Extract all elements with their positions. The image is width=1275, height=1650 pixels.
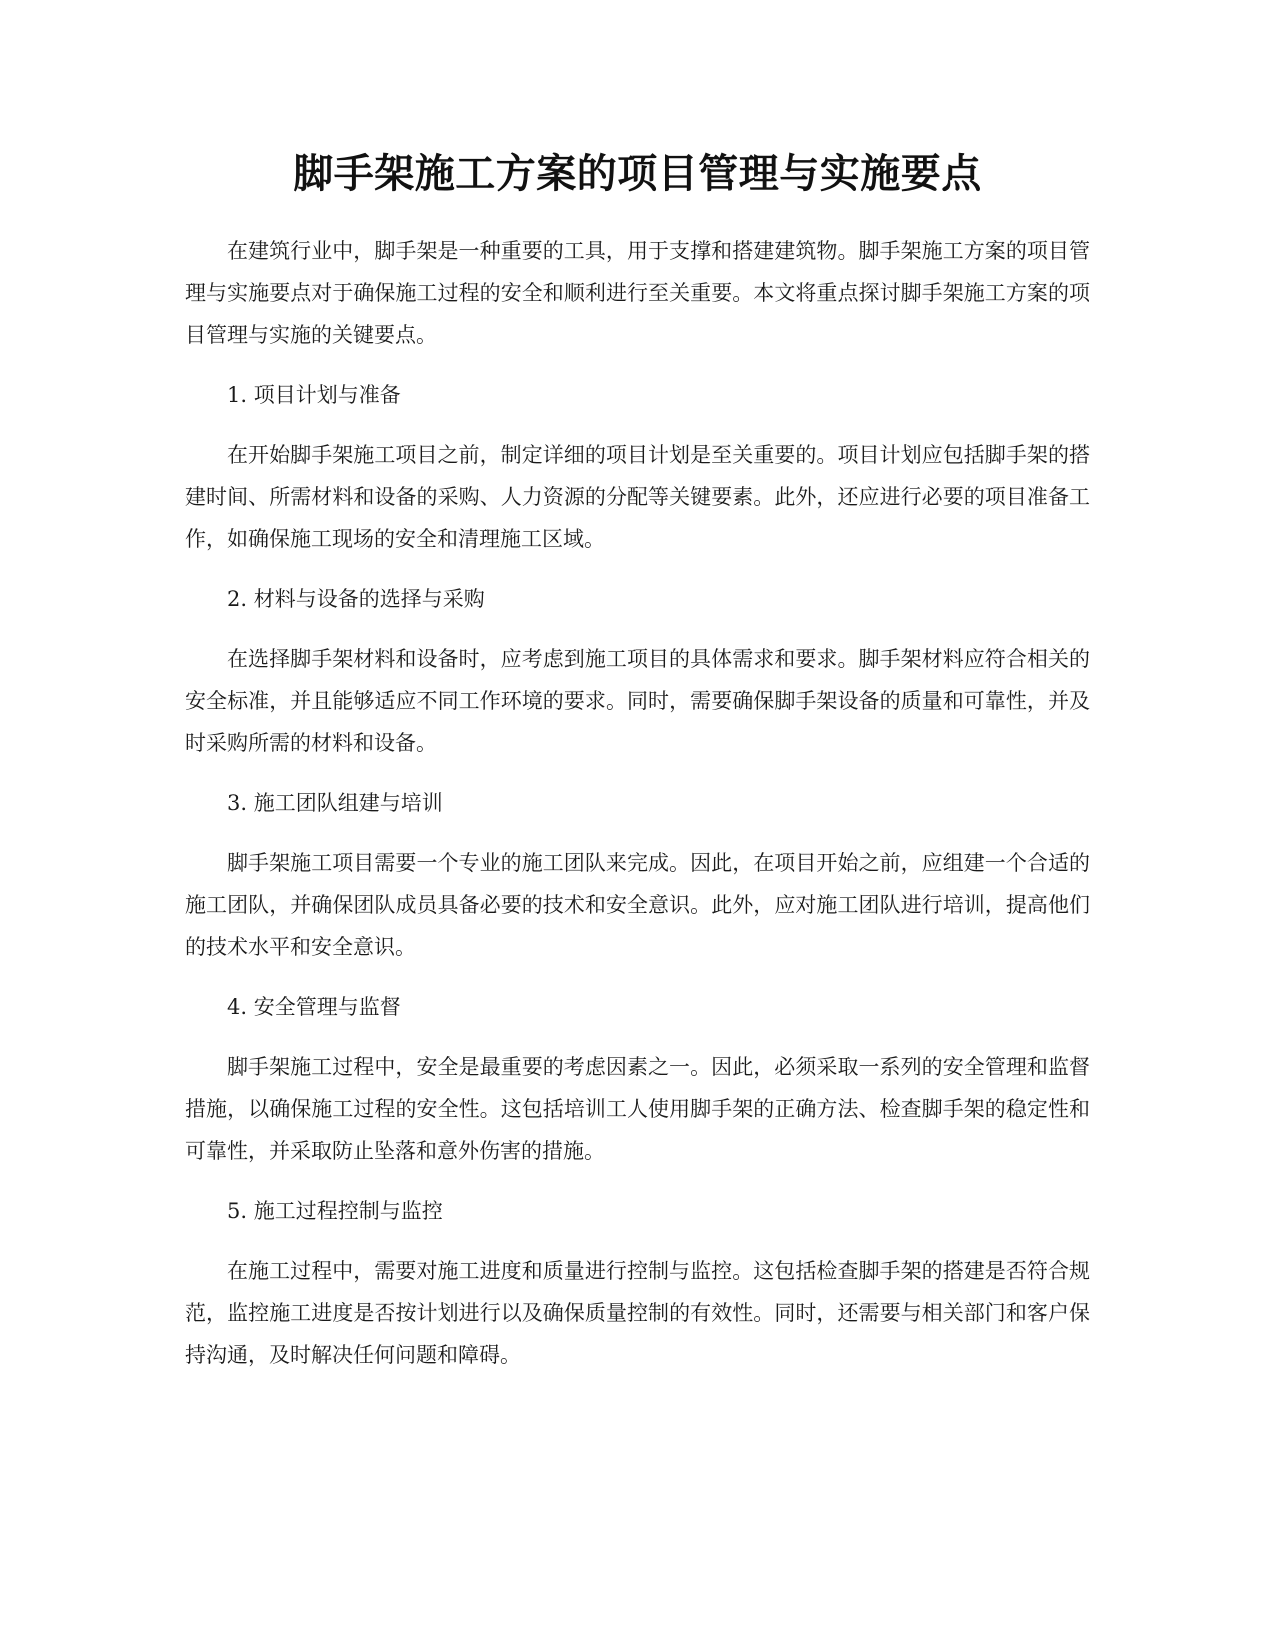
section-heading-4: 4. 安全管理与监督 [227,995,401,1019]
document-body [185,230,1090,1394]
section-heading-1: 1. 项目计划与准备 [227,383,401,407]
section-heading-2: 2. 材料与设备的选择与采购 [227,587,485,611]
section-paragraph-2: 在选择脚手架材料和设备时，应考虑到施工项目的具体需求和要求。脚手架材料应符合相关的安全标准，并且能够适应不同工作环境的要求。同时，需要确保脚手架设备的质量和可靠性，并及时采购所需的材料和设备。 [185,647,1090,755]
section-paragraph-3: 脚手架施工项目需要一个专业的施工团队来完成。因此，在项目开始之前，应组建一个合适的施工团队，并确保团队成员具备必要的技术和安全意识。此外，应对施工团队进行培训，提高他们的技术水平和安全意识。 [185,851,1090,959]
intro-paragraph: 在建筑行业中，脚手架是一种重要的工具，用于支撑和搭建建筑物。脚手架施工方案的项目管理与实施要点对于确保施工过程的安全和顺利进行至关重要。本文将重点探讨脚手架施工方案的项目管理与实施的关键要点。 [185,239,1090,347]
section-heading-3: 3. 施工团队组建与培训 [227,791,443,815]
section-paragraph-1: 在开始脚手架施工项目之前，制定详细的项目计划是至关重要的。项目计划应包括脚手架的搭建时间、所需材料和设备的采购、人力资源的分配等关键要素。此外，还应进行必要的项目准备工作，如确保施工现场的安全和清理施工区域。 [185,443,1090,551]
section-paragraph-5: 在施工过程中，需要对施工进度和质量进行控制与监控。这包括检查脚手架的搭建是否符合规范，监控施工进度是否按计划进行以及确保质量控制的有效性。同时，还需要与相关部门和客户保持沟通，及时解决任何问题和障碍。 [185,1259,1090,1367]
page-title: 脚手架施工方案的项目管理与实施要点 [293,151,982,197]
section-heading-5: 5. 施工过程控制与监控 [227,1199,443,1223]
section-paragraph-4: 脚手架施工过程中，安全是最重要的考虑因素之一。因此，必须采取一系列的安全管理和监督措施，以确保施工过程的安全性。这包括培训工人使用脚手架的正确方法、检查脚手架的稳定性和可靠性，并采取防止坠落和意外伤害的措施。 [185,1055,1090,1163]
